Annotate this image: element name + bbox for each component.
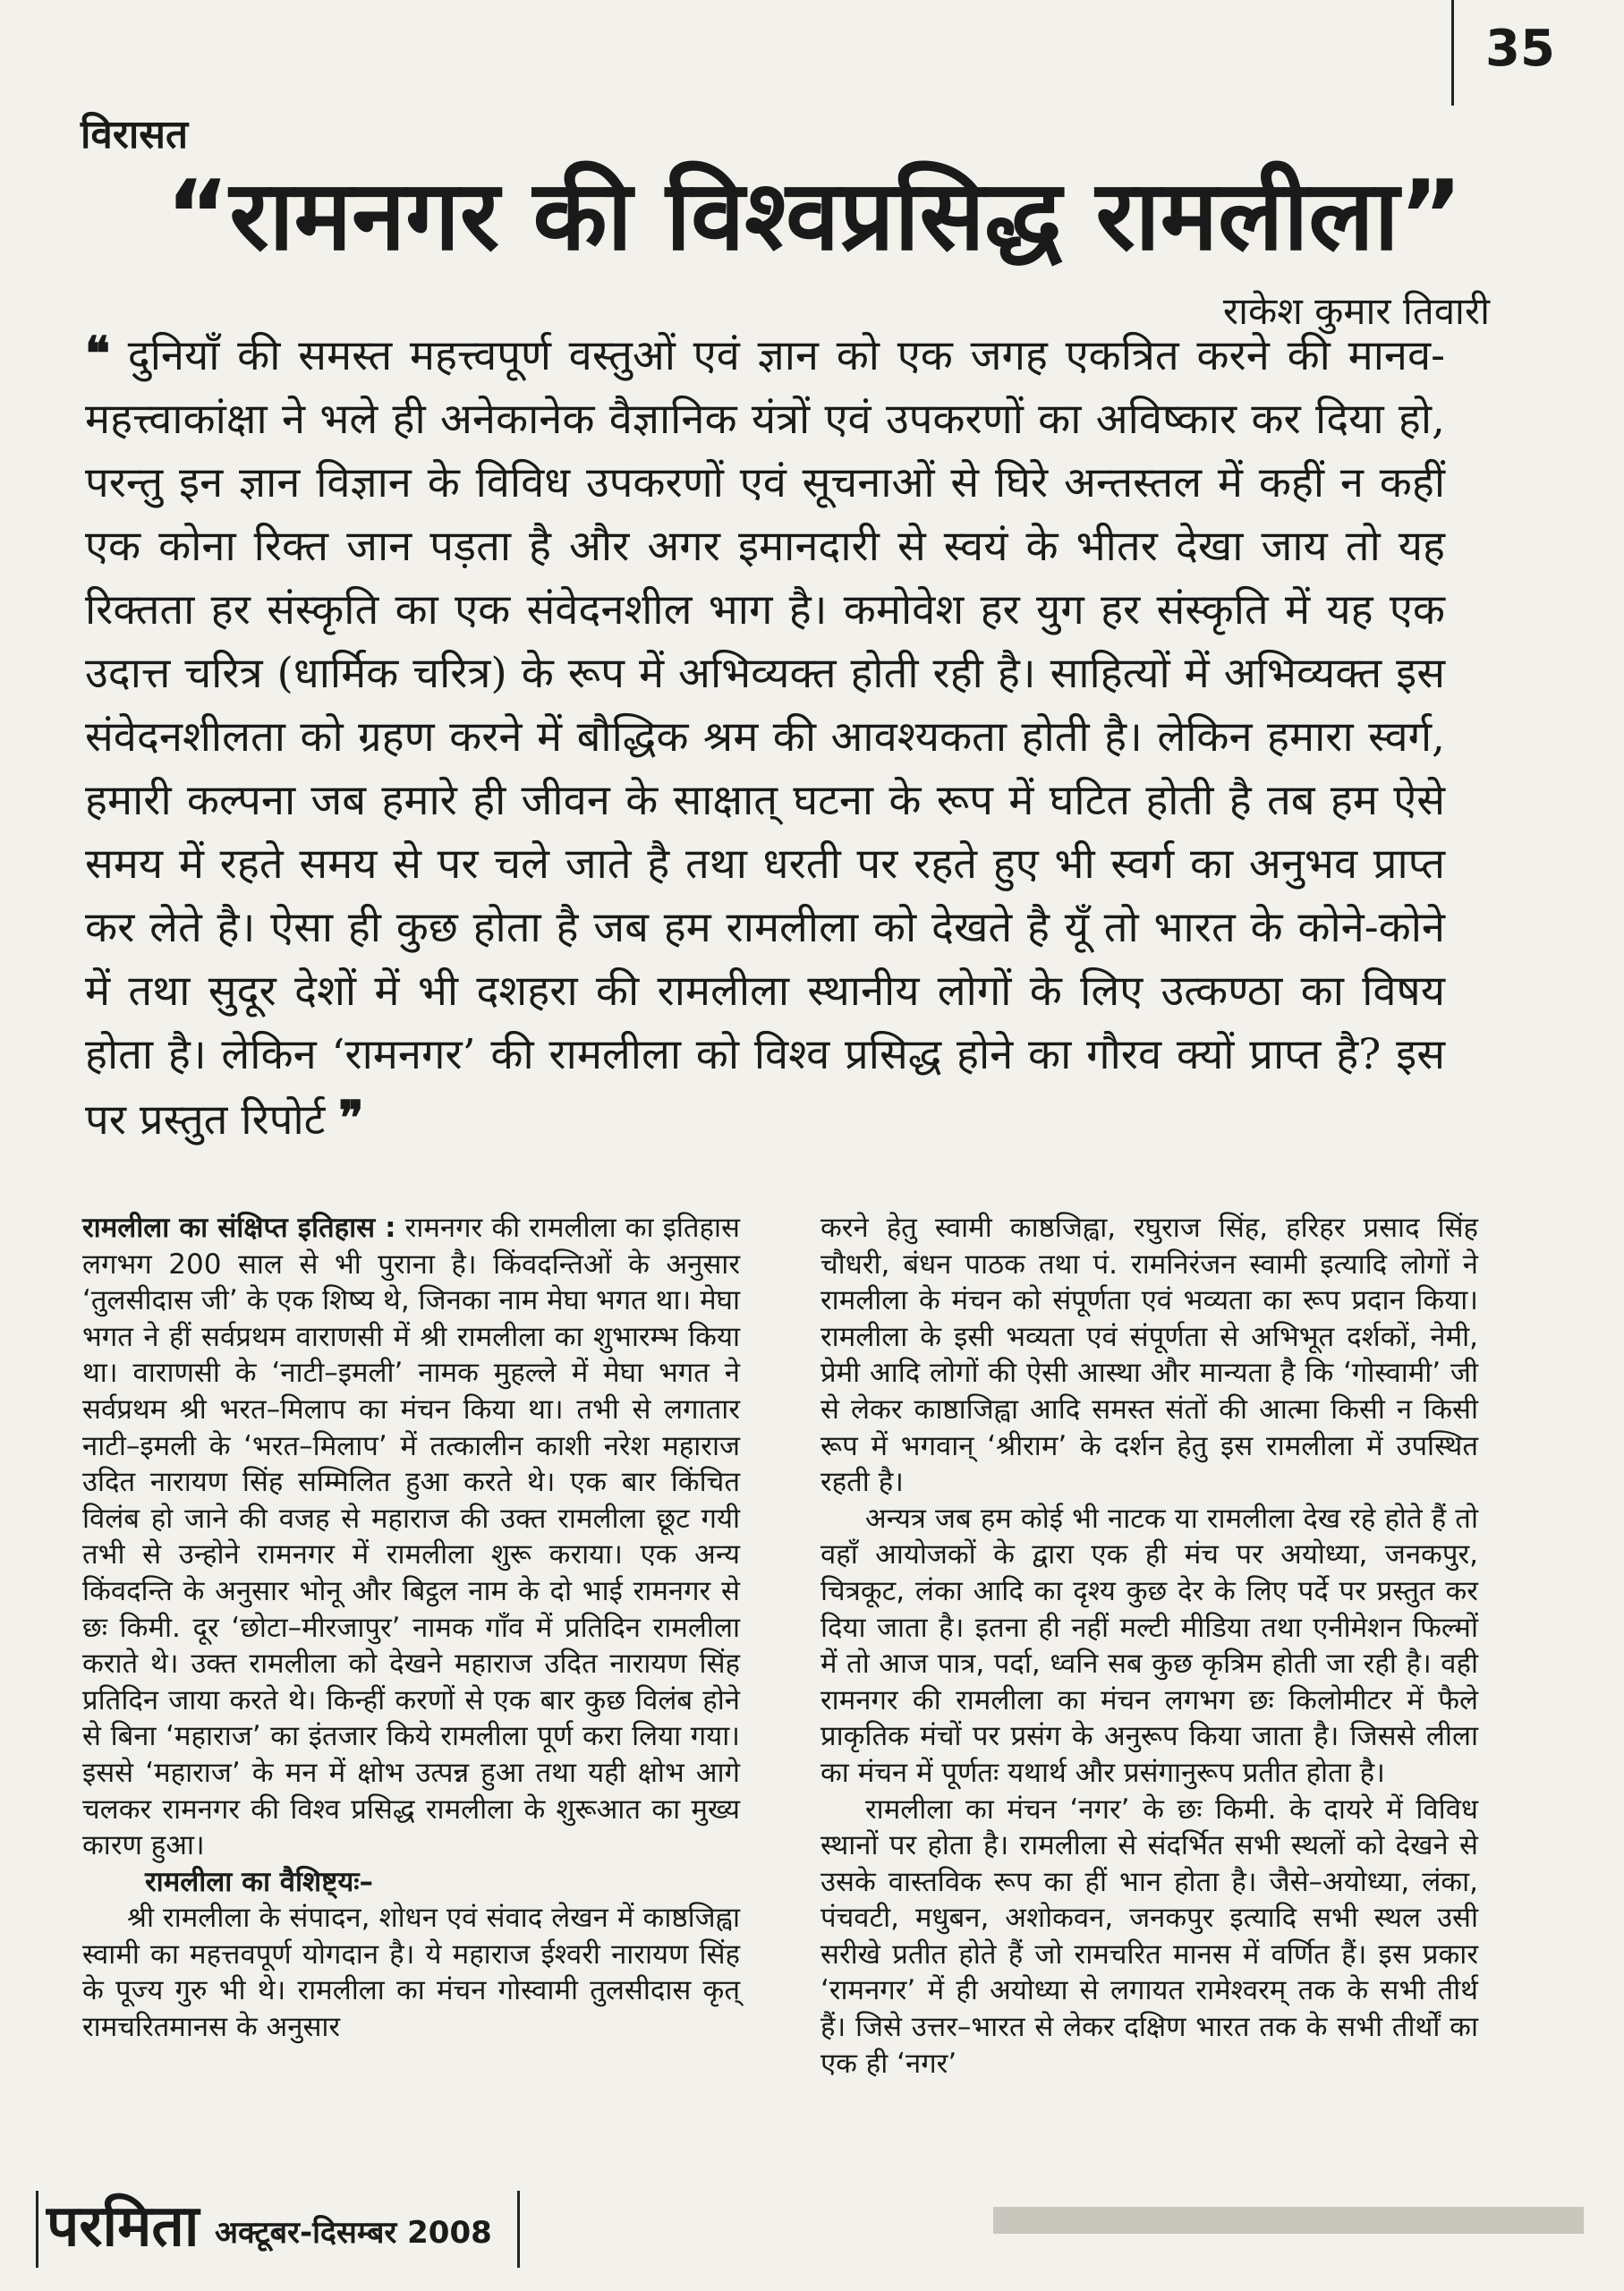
- top-divider: [1451, 0, 1454, 106]
- article-title: “रामनगर की विश्वप्रसिद्ध रामलीला”: [166, 160, 1463, 272]
- right-paragraph-2: अन्यत्र जब हम कोई भी नाटक या रामलीला देख रहे होते हैं तो वहाँ आयोजकों के द्वारा एक ही मंच पर अयोध्या, जनकपुर, चित्रकूट, लंका आदि का दृश्य कुछ देर के लिए पर्दे पर प्रस्तुत कर दिया जाता है। इतना ही नहीं मल्टी मीडिया तथा एनीमेशन फिल्मों में तो आज पात्र, पर्दा, ध्वनि सब कुछ कृत्रिम होती जा रही है। वही रामनगर की रामलीला का मंचन लगभग छः किलोमीटर में फैले प्राकृतिक मंचों पर प्रसंग के अनुरूप किया जाता है। जिससे लीला का मंचन में पूर्णतः यथार्थ और प्रसंगानुरूप प्रतीत होता है।: [821, 1502, 1478, 1789]
- left-column: [82, 1210, 740, 2082]
- right-paragraph-1: करने हेतु स्वामी काष्ठजिह्वा, रघुराज सिंह, हरिहर प्रसाद सिंह चौधरी, बंधन पाठक तथा पं. रामनिरंजन स्वामी इत्यादि लोगों ने रामलीला के मंचन को संपूर्णता एवं भव्यता का रूप प्रदान किया। रामलीला के इसी भव्यता एवं संपूर्णता से अभिभूत दर्शकों, नेमी, प्रेमी आदि लोगों की ऐसी आस्था और मान्यता है कि ‘गोस्वामी’ जी से लेकर काष्ठाजिह्वा आदि समस्त संतों की आत्मा किसी न किसी रूप में भगवान् ‘श्रीराम’ के दर्शन हेतु इस रामलीला में उपस्थित रहती है।: [821, 1212, 1478, 1499]
- issue-date: अक्टूबर-दिसम्बर 2008: [215, 2215, 492, 2251]
- footer-band: [993, 2207, 1584, 2234]
- history-text: रामनगर की रामलीला का इतिहास लगभग 200 साल से भी पुराना है। किंवदन्तिओं के अनुसार ‘तुलसीदास जी’ के एक शिष्य थे, जिनका नाम मेघा भगत था। मेघा भगत ने हीं सर्वप्रथम वाराणसी में श्री रामलीला का शुभारम्भ किया था। वाराणसी के ‘नाटी–इमली’ नामक मुहल्ले में मेघा भगत ने सर्वप्रथम श्री भरत–मिलाप का मंचन किया था। तभी से लगातार नाटी–इमली के ‘भरत–मिलाप’ में तत्कालीन काशी नरेश महाराज उदित नारायण सिंह सम्मिलित हुआ करते थे। एक बार किंचित विलंब हो जाने की वजह से महाराज की उक्त रामलीला छूट गयी तभी से उन्होने रामनगर में रामलीला शुरू कराया। एक अन्य किंवदन्ति के अनुसार भोनू और बिट्ठल नाम के दो भाई रामनगर से छः किमी. दूर ‘छोटा–मीरजापुर’ नामक गाँव में प्रतिदिन रामलीला कराते थे। उक्त रामलीला को देखने महाराज उदित नारायण सिंह प्रतिदिन जाया करते थे। किन्हीं करणों से एक बार कुछ विलंब होने से बिना ‘महाराज’ का इंतजार किये रामलीला पूर्ण करा लिया गया। इससे ‘महाराज’ के मन में क्षोभ उत्पन्न हुआ तथा यही क्षोभ आगे चलकर रामनगर की विश्व प्रसिद्ध रामलीला के शुरूआत का मुख्य कारण हुआ।: [82, 1212, 740, 1862]
- history-heading: रामलीला का संक्षिप्त इतिहास :: [82, 1212, 396, 1244]
- author-name: राकेश कुमार तिवारी: [1222, 289, 1490, 333]
- close-quote-icon: ❞: [338, 1091, 364, 1146]
- right-column: [821, 1210, 1478, 2082]
- footer-mid-divider: [517, 2191, 520, 2268]
- footer-left-divider: [36, 2191, 38, 2268]
- intro-text: दुनियाँ की समस्त महत्त्वपूर्ण वस्तुओं एवं ज्ञान को एक जगह एकत्रित करने की मानव-महत्त्वाकांक्षा ने भले ही अनेकानेक वैज्ञानिक यंत्रों एवं उपकरणों का अविष्कार कर दिया हो, परन्तु इन ज्ञान विज्ञान के विविध उपकरणों एवं सूचनाओं से घिरे अन्तस्तल में कहीं न कहीं एक कोना रिक्त जान पड़ता है और अगर इमानदारी से स्वयं के भीतर देखा जाय तो यह रिक्तता हर संस्कृति का एक संवेदनशील भाग है। कमोवेश हर युग हर संस्कृति में यह एक उदात्त चरित्र (धार्मिक चरित्र) के रूप में अभिव्यक्त होती रही है। साहित्यों में अभिव्यक्त इस संवेदनशीलता को ग्रहण करने में बौद्धिक श्रम की आवश्यकता होती है। लेकिन हमारा स्वर्ग, हमारी कल्पना जब हमारे ही जीवन के साक्षात् घटना के रूप में घटित होती है तब हम ऐसे समय में रहते समय से पर चले जाते है तथा धरती पर रहते हुए भी स्वर्ग का अनुभव प्राप्त कर लेते है। ऐसा ही कुछ होता है जब हम रामलीला को देखते है यूँ तो भारत के कोने-कोने में तथा सुदूर देशों में भी दशहरा की रामलीला स्थानीय लोगों के लिए उत्कण्ठा का विषय होता है। लेकिन ‘रामनगर’ की रामलीला को विश्व प्रसिद्ध होने का गौरव क्यों प्राप्त है? इस पर प्रस्तुत रिपोर्ट: [85, 331, 1445, 1145]
- history-paragraph: [82, 1210, 740, 1864]
- feature-heading: रामलीला का वैशिष्ट्यः–: [145, 1865, 373, 1898]
- right-paragraph-3: रामलीला का मंचन ‘नगर’ के छः किमी. के दायरे में विविध स्थानों पर होता है। रामलीला से संदर्भित सभी स्थलों को देखने से उसके वास्तविक रूप का हीं भान होता है। जैसे–अयोध्या, लंका, पंचवटी, मधुबन, अशोकवन, जनकपुर इत्यादि सभी स्थल उसी सरीखे प्रतीत होते हैं जो रामचरित मानस में वर्णित हैं। इस प्रकार ‘रामनगर’ में ही अयोध्या से लगायत रामेश्वरम् तक के सभी तीर्थ हैं। जिसे उत्तर–भारत से लेकर दक्षिण भारत तक के सभी तीर्थों का एक ही ‘नगर’: [821, 1793, 1478, 2080]
- body-columns: [82, 1210, 1478, 2082]
- intro-paragraph: [85, 322, 1445, 1152]
- open-quote-icon: ❝: [85, 327, 110, 381]
- section-label: विरासत: [81, 112, 189, 158]
- magazine-logo: परमिता: [47, 2193, 200, 2260]
- page-number: 35: [1485, 20, 1555, 78]
- feature-text: श्री रामलीला के संपादन, शोधन एवं संवाद लेखन में काष्ठजिह्वा स्वामी का महत्तवपूर्ण योगदान है। ये महाराज ईश्वरी नारायण सिंह के पूज्य गुरु भी थे। रामलीला का मंचन गोस्वामी तुलसीदास कृत् रामचरितमानस के अनुसार: [82, 1902, 740, 2044]
